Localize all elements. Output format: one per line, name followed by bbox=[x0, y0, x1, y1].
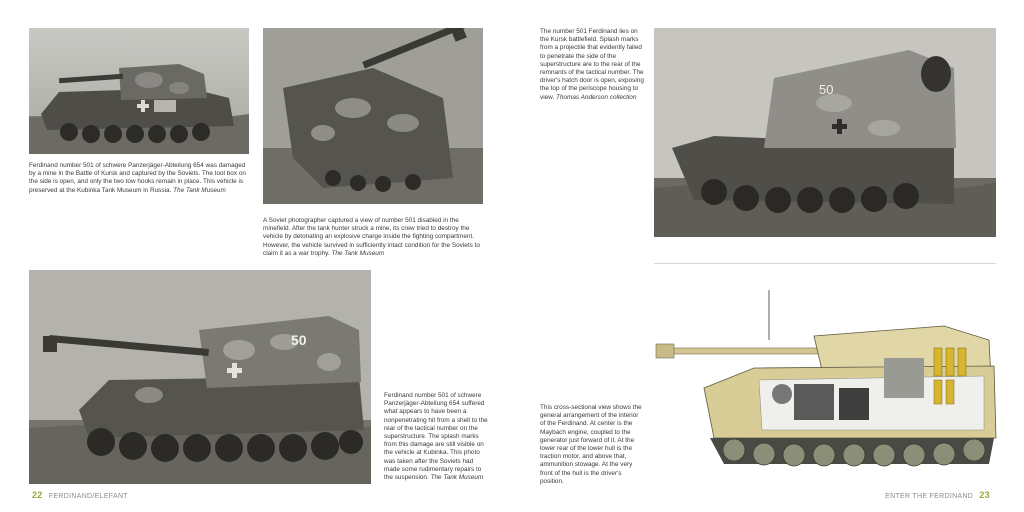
tactical-number-label: 50 bbox=[291, 332, 307, 348]
page-number-right: 23 bbox=[979, 490, 990, 500]
caption-photo-3: The number 501 Ferdinand lies on the Kursk battlefield. Splash marks from a projectile that evidently failed to penetrate the side of the superstructure are to the rear of the remnants of the tactical number. The driver's hatch door is open, exposing the top of the periscope housing to view. Thomas Anderson collection bbox=[540, 28, 644, 101]
photo-ferdinand-kubinka bbox=[29, 28, 249, 154]
folio-left bbox=[28, 490, 128, 500]
page-number-left: 22 bbox=[32, 490, 43, 500]
caption-photo-4: Ferdinand number 501 of schwere Panzerjäger-Abteilung 654 suffered what appears to have been a nonpenetrating hit from a shell to the rear of the tactical number on the superstructure. The splash marks from this damage are still visible on the vehicle at Kubinka. This photo was taken after the Soviets had made some rudimentary repairs to the suspension. The Tank Museum bbox=[384, 392, 488, 482]
caption-cross-section: This cross-sectional view shows the general arrangement of the interior of the Ferdinand. At center is the Maybach engine, coupled to the generator just forward of it. At the lower rear of the lower hull is the traction motor, and above that, ammunition stowage. At the very front of the hull is the driver's position. bbox=[540, 404, 642, 485]
running-head-right: ENTER THE FERDINAND bbox=[885, 493, 974, 500]
running-head-left: FERDINAND/ELEFANT bbox=[48, 493, 128, 500]
photo-ferdinand-minefield bbox=[263, 28, 483, 204]
folio-right bbox=[885, 490, 994, 500]
caption-photo-2: A Soviet photographer captured a view of number 501 disabled in the minefield. After the tank hunter struck a mine, its crew tried to destroy the vehicle by detonating an explosive charge inside the fighting compartment. However, the vehicle survived in sufficiently intact condition for the Soviets to claim it as a war trophy. The Tank Museum bbox=[263, 217, 480, 257]
svg-text:50: 50 bbox=[819, 82, 834, 97]
divider-rule bbox=[654, 263, 996, 264]
illustration-cross-section bbox=[654, 288, 1000, 488]
photo-ferdinand-kursk-battlefield bbox=[654, 28, 996, 237]
caption-photo-1: Ferdinand number 501 of schwere Panzerjäger-Abteilung 654 was damaged by a mine in the Battle of Kursk and captured by the Soviets. The tool box on the side is open, and only the two tow hooks remain in place. This vehicle is preserved at the Kubinka Tank Museum in Russia. The Tank Museum bbox=[29, 162, 246, 194]
photo-ferdinand-side-view bbox=[29, 270, 371, 484]
